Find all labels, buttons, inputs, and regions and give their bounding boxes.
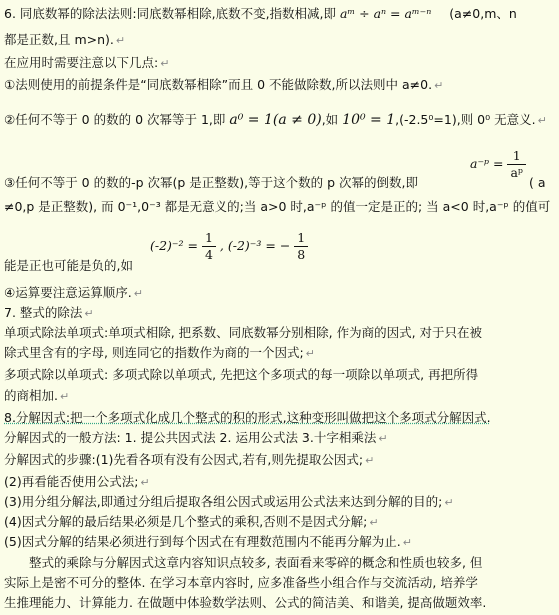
point-3-line2: ≠0,p 是正整数), 而 0⁻¹,0⁻³ 都是无意义的;当 a>0 时,a⁻ᵖ 的值一定是正的; 当 a<0 时,a⁻ᵖ 的值可 [4, 199, 551, 214]
mono-rule-line1: 单项式除法单项式:单项式相除, 把系数、同底数幂分别相除, 作为商的因式, 对于只在被 [4, 325, 483, 340]
summary-line3: 生推理能力、计算能力. 在做题中体验数学法则、公式的简洁美、和谐美, 提高做题效率. [4, 595, 487, 610]
negative-power-formula: a⁻ᵖ = $\frac{1}{\text{aᵖ}}$ [470, 148, 526, 181]
item6-heading [4, 6, 517, 22]
poly-rule-line2: 的商相加. ↵ [4, 388, 70, 403]
point-4: ④运算要注意运算顺序. ↵ [4, 285, 143, 300]
point-2: ②任何不等于 0 的数的 0 次幂等于 1,即 a⁰ = 1(a ≠ 0),如 10⁰ = 1,(-2.5⁰=1),则 0⁰ 无意义. ↵ [4, 112, 547, 128]
item8-heading: 8.分解因式:把一个多项式化成几个整式的积的形式,这种变形叫做把这个多项式分解因式. [4, 410, 491, 425]
summary-line1: 整式的乘除与分解因式这章内容知识点较多, 表面看来零碎的概念和性质也较多, 但 [4, 555, 483, 570]
factor-step-5: (5)因式分解的结果必须进行到每个因式在有理数范围内不能再分解为止. ↵ [4, 534, 412, 549]
factor-step-3: (3)用分组分解法,即通过分组后提取各组公因式或运用公式法来达到分解的目的; ↵ [4, 494, 454, 509]
summary-line2: 实际上是密不可分的整体. 在学习本章内容时, 应多准备些小组合作与交流活动, 培养学 [4, 575, 478, 590]
factor-step-2: (2)再看能否使用公式法; ↵ [4, 474, 150, 489]
item6-condition: (a≠0,m、n [449, 6, 517, 21]
item6-line2: 都是正数,且 m>n). ↵ [4, 32, 126, 47]
item7-heading: 7. 整式的除法 ↵ [4, 305, 94, 320]
item6-formula: aᵐ ÷ aⁿ = aᵐ⁻ⁿ [340, 6, 432, 21]
point-3-line1: ③任何不等于 0 的数的-p 次幂(p 是正整数),等于这个数的 p 次幂的倒数,即 ( a [4, 175, 546, 190]
mono-rule-line2: 除式里含有的字母, 则连同它的指数作为商的一个因式; ↵ [4, 345, 315, 360]
factor-steps: 分解因式的步骤:(1)先看各项有没有公因式,若有,则先提取公因式; ↵ [4, 452, 375, 467]
item6-text: 6. 同底数幂的除法法则:同底数幂相除,底数不变,指数相减,即 [4, 6, 337, 21]
ten-zero-formula: 10⁰ = 1 [342, 112, 396, 128]
zero-power-formula: a⁰ = 1(a ≠ 0) [229, 112, 322, 128]
example-formulas: (-2)⁻² = $\frac{1}{4}$ , (-2)⁻³ = − $\frac{1}{8}$ [150, 230, 308, 263]
factor-methods: 分解因式的一般方法: 1. 提公共因式法 2. 运用公式法 3.十字相乘法 ↵ [4, 430, 388, 445]
attention-line: 在应用时需要注意以下几点: ↵ [4, 55, 170, 70]
factor-step-4: (4)因式分解的最后结果必须是几个整式的乘积,否则不是因式分解; ↵ [4, 514, 379, 529]
point-1: ①法则使用的前提条件是“同底数幂相除”而且 0 不能做除数,所以法则中 a≠0. ↵ [4, 77, 444, 92]
poly-rule-line1: 多项式除以单项式: 多项式除以单项式, 先把这个多项式的每一项除以单项式, 再把所得 [4, 367, 479, 382]
point-3-line3: 能是正也可能是负的,如 [4, 258, 133, 273]
